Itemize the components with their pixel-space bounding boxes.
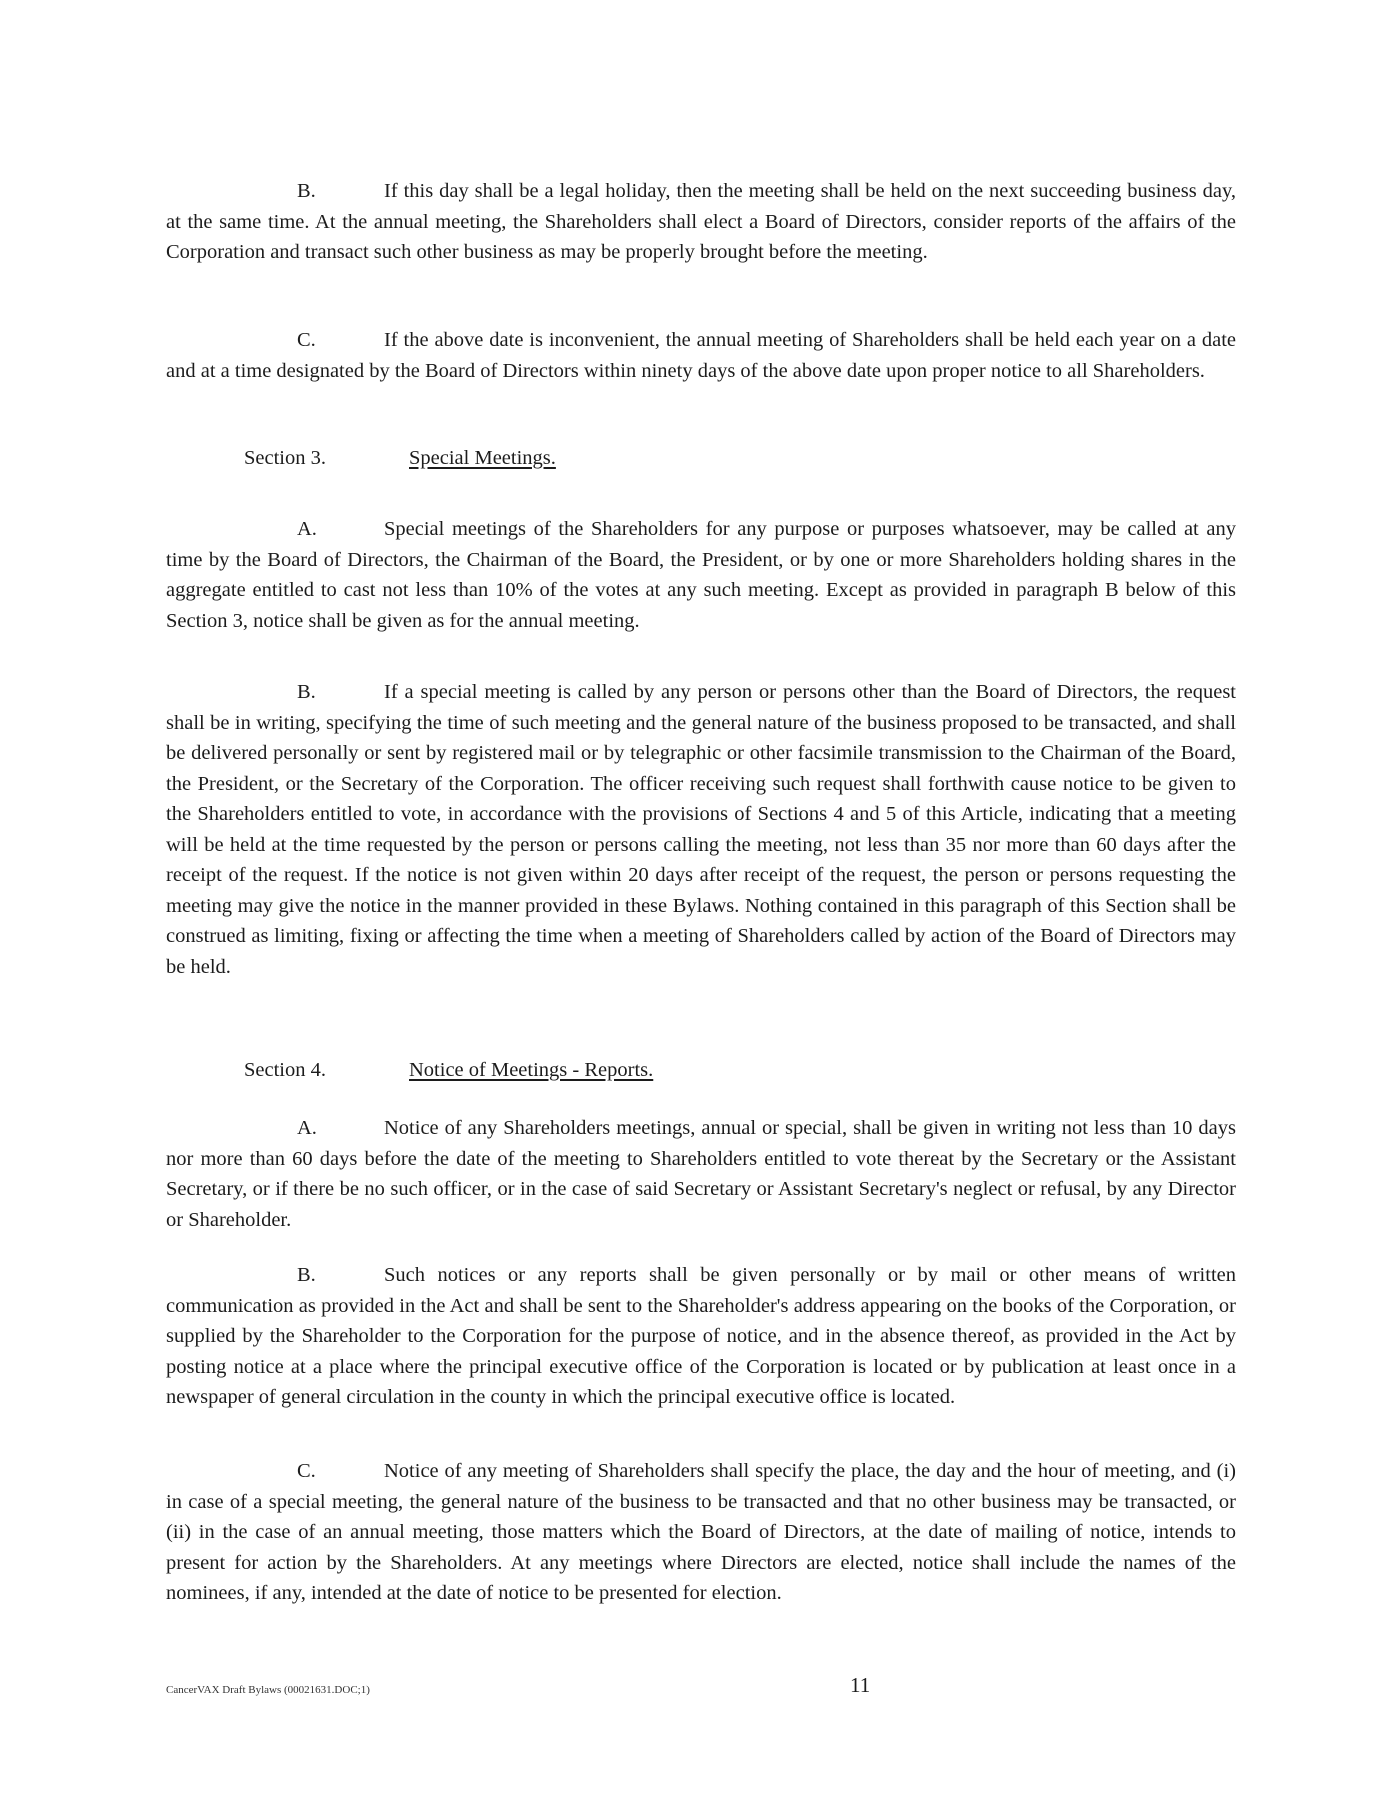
paragraph-label: C.	[297, 329, 316, 351]
section-3-heading	[244, 443, 556, 473]
section-4-paragraph-c	[166, 1456, 1236, 1609]
section-4-paragraph-b	[166, 1260, 1236, 1413]
page-number: 11	[850, 1673, 871, 1697]
section-title: Notice of Meetings - Reports.	[409, 1059, 654, 1081]
paragraph-c	[166, 325, 1236, 386]
paragraph-label: A.	[297, 518, 317, 540]
paragraph-text: Notice of any meeting of Shareholders shall specify the place, the day and the hour of meeting, and (i) in case of a special meeting, the general nature of the business to be transacted and that no other business may be transacted, or (ii) in the case of an annual meeting, those matters which the Board of Directors, at the date of mailing of notice, intends to present for action by the Shareholders. At any meetings where Directors are elected, notice shall include the names of the nominees, if any, intended at the date of notice to be presented for election.	[166, 1460, 1236, 1604]
paragraph-label: A.	[297, 1117, 317, 1139]
footer-document-reference: CancerVAX Draft Bylaws (00021631.DOC;1)	[166, 1684, 370, 1696]
paragraph-label: B.	[297, 681, 316, 703]
paragraph-label: B.	[297, 1264, 316, 1286]
paragraph-text: If this day shall be a legal holiday, then the meeting shall be held on the next succeeding business day, at the same time. At the annual meeting, the Shareholders shall elect a Board of Directors, consider reports of the affairs of the Corporation and transact such other business as may be properly brought before the meeting.	[166, 180, 1236, 263]
paragraph-text: If a special meeting is called by any person or persons other than the Board of Directors, the request shall be in writing, specifying the time of such meeting and the general nature of the business proposed to be transacted, and shall be delivered personally or sent by registered mail or by telegraphic or other facsimile transmission to the Chairman of the Board, the President, or the Secretary of the Corporation. The officer receiving such request shall forthwith cause notice to be given to the Shareholders entitled to vote, in accordance with the provisions of Sections 4 and 5 of this Article, indicating that a meeting will be held at the time requested by the person or persons calling the meeting, not less than 35 nor more than 60 days after the receipt of the request. If the notice is not given within 20 days after receipt of the request, the person or persons requesting the meeting may give the notice in the manner provided in these Bylaws. Nothing contained in this paragraph of this Section shall be construed as limiting, fixing or affecting the time when a meeting of Shareholders called by action of the Board of Directors may be held.	[166, 681, 1236, 978]
paragraph-b	[166, 176, 1236, 268]
paragraph-text: If the above date is inconvenient, the annual meeting of Shareholders shall be held each year on a date and at a time designated by the Board of Directors within ninety days of the above date upon proper notice to all Shareholders.	[166, 329, 1236, 382]
section-4-heading	[244, 1055, 653, 1085]
section-number: Section 4.	[244, 1059, 326, 1081]
paragraph-label: C.	[297, 1460, 316, 1482]
paragraph-text: Such notices or any reports shall be given personally or by mail or other means of written communication as provided in the Act and shall be sent to the Shareholder's address appearing on the books of the Corporation, or supplied by the Shareholder to the Corporation for the purpose of notice, and in the absence thereof, as provided in the Act by posting notice at a place where the principal executive office of the Corporation is located or by publication at least once in a newspaper of general circulation in the county in which the principal executive office is located.	[166, 1264, 1236, 1408]
paragraph-text: Notice of any Shareholders meetings, annual or special, shall be given in writing not less than 10 days nor more than 60 days before the date of the meeting to Shareholders entitled to vote thereat by the Secretary or the Assistant Secretary, or if there be no such officer, or in the case of said Secretary or Assistant Secretary's neglect or refusal, by any Director or Shareholder.	[166, 1117, 1236, 1231]
paragraph-text: Special meetings of the Shareholders for any purpose or purposes whatsoever, may be called at any time by the Board of Directors, the Chairman of the Board, the President, or by one or more Shareholders holding shares in the aggregate entitled to cast not less than 10% of the votes at any such meeting. Except as provided in paragraph B below of this Section 3, notice shall be given as for the annual meeting.	[166, 518, 1236, 632]
section-4-paragraph-a	[166, 1113, 1236, 1235]
paragraph-label: B.	[297, 180, 316, 202]
section-3-paragraph-b	[166, 677, 1236, 982]
section-number: Section 3.	[244, 447, 326, 469]
section-3-paragraph-a	[166, 514, 1236, 636]
section-title: Special Meetings.	[409, 447, 556, 469]
